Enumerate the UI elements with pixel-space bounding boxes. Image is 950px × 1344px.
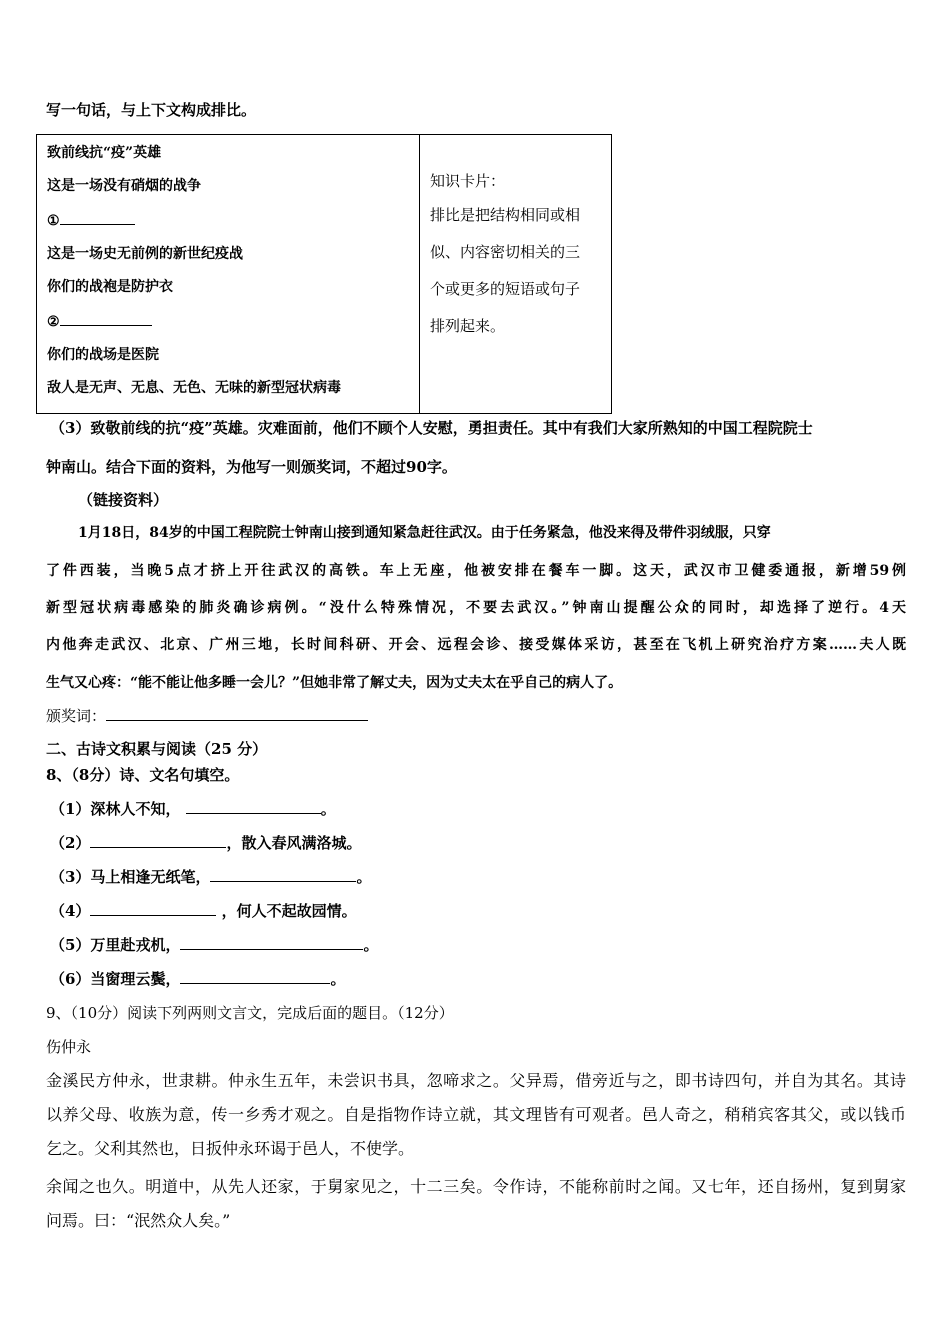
knowledge-card-line: 排列起来。 [430, 317, 506, 335]
knowledge-card-line: 排比是把结构相同或相 [430, 206, 581, 224]
material-paragraph-line: 内他奔走武汉、北京、广州三地，长时间科研、开会、远程会诊、接受媒体采访，甚至在飞机上研究治疗方案……夫人既 [46, 637, 906, 653]
fill-item-6[interactable] [50, 969, 345, 989]
classical-text-line: 乞之。父利其然也，日扳仲永环谒于邑人，不使学。 [46, 1139, 415, 1158]
award-speech-field[interactable] [46, 706, 368, 726]
poem-blank-1[interactable] [47, 210, 135, 231]
fill-item-3[interactable] [50, 867, 371, 887]
poem-line: 这是一场没有硝烟的战争 [47, 178, 201, 194]
classical-text-line: 问焉。曰：“泯然众人矣。” [46, 1211, 231, 1230]
poem-line: 这是一场史无前例的新世纪疫战 [47, 246, 243, 262]
fill-item-5[interactable] [50, 935, 378, 955]
award-speech-blank[interactable] [106, 706, 368, 721]
poem-card-table [36, 134, 612, 414]
knowledge-card-cell [420, 135, 611, 413]
poem-line: 你们的战袍是防护衣 [47, 279, 173, 295]
question-3-text: （3）致敬前线的抗“疫”英雄。灾难面前，他们不顾个人安慰，勇担责任。其中有我们大家所熟知的中国工程院院士 [50, 419, 813, 437]
knowledge-card-line: 个或更多的短语或句子 [430, 280, 581, 298]
poem-blank-2[interactable] [47, 311, 152, 332]
fill-item-prefix: （6）当窗理云鬓， [50, 970, 181, 988]
answer-blank[interactable] [90, 833, 226, 848]
answer-blank[interactable] [186, 799, 321, 814]
blank-number: ② [47, 314, 60, 330]
knowledge-card-line: 似、内容密切相关的三 [430, 243, 581, 261]
intro-instruction: 写一句话，与上下文构成排比。 [46, 101, 257, 119]
answer-blank[interactable] [180, 969, 330, 984]
fill-item-suffix: 。 [330, 970, 346, 988]
section-2-heading: 二、古诗文积累与阅读（25 分） [46, 740, 268, 758]
material-paragraph-line: 新型冠状病毒感染的肺炎确诊病例。“没什么特殊情况，不要去武汉。”钟南山提醒公众的同时，却选择了逆行。4天 [46, 600, 906, 616]
poem-line: 你们的战场是医院 [47, 347, 159, 363]
answer-blank[interactable] [180, 935, 363, 950]
fill-item-2[interactable] [50, 833, 361, 853]
fill-item-prefix: （5）万里赴戎机， [50, 936, 181, 954]
classical-text-line: 金溪民方仲永，世隶耕。仲永生五年，未尝识书具，忽啼求之。父异焉，借旁近与之，即书诗四句，并自为其名。其诗 [46, 1071, 906, 1090]
fill-item-prefix: （4） [50, 902, 91, 920]
question-8-heading: 8、（8分）诗、文名句填空。 [46, 766, 240, 784]
link-material-title: （链接资料） [78, 491, 169, 509]
material-paragraph-line: 了件西装，当晚5点才挤上开往武汉的高铁。车上无座，他被安排在餐车一脚。这天，武汉市卫健委通报，新增59例 [46, 563, 906, 579]
question-3-text: 钟南山。结合下面的资料，为他写一则颁奖词，不超过90字。 [46, 458, 457, 476]
material-paragraph-line: 1月18日，84岁的中国工程院院士钟南山接到通知紧急赶往武汉。由于任务紧急，他没来得及带件羽绒服，只穿 [78, 525, 771, 541]
poem-cell [37, 135, 420, 413]
question-9-heading: 9、（10分）阅读下列两则文言文，完成后面的题目。（12分） [46, 1004, 454, 1022]
fill-item-prefix: （1）深林人不知， [50, 800, 181, 818]
award-speech-label: 颁奖词： [46, 707, 107, 725]
fill-item-prefix: （2） [50, 834, 91, 852]
fill-item-4[interactable] [50, 901, 357, 921]
answer-blank[interactable] [90, 901, 216, 916]
fill-item-suffix: 。 [320, 800, 336, 818]
classical-text-line: 余闻之也久。明道中，从先人还家，于舅家见之，十二三矣。令作诗，不能称前时之闻。又七年，还自扬州，复到舅家 [46, 1177, 906, 1196]
fill-item-prefix: （3）马上相逢无纸笔， [50, 868, 211, 886]
poem-line: 敌人是无声、无息、无色、无味的新型冠状病毒 [47, 380, 341, 396]
knowledge-card-title: 知识卡片： [430, 172, 506, 190]
blank-number: ① [47, 213, 60, 229]
classical-text-title: 伤仲永 [46, 1038, 92, 1056]
answer-blank[interactable] [60, 210, 135, 225]
answer-blank[interactable] [60, 311, 152, 326]
fill-item-1[interactable] [50, 799, 336, 819]
fill-item-suffix: ，何人不起故园情。 [221, 902, 357, 920]
classical-text-line: 以养父母、收族为意，传一乡秀才观之。自是指物作诗立就，其文理皆有可观者。邑人奇之，稍稍宾客其父，或以钱币 [46, 1105, 906, 1124]
poem-title: 致前线抗“疫”英雄 [47, 145, 162, 161]
fill-item-suffix: 。 [363, 936, 379, 954]
fill-item-suffix: ，散入春风满洛城。 [226, 834, 362, 852]
material-paragraph-line: 生气又心疼：“能不能让他多睡一会儿？”但她非常了解丈夫，因为丈夫太在乎自己的病人了。 [46, 675, 623, 691]
answer-blank[interactable] [210, 867, 356, 882]
fill-item-suffix: 。 [356, 868, 372, 886]
